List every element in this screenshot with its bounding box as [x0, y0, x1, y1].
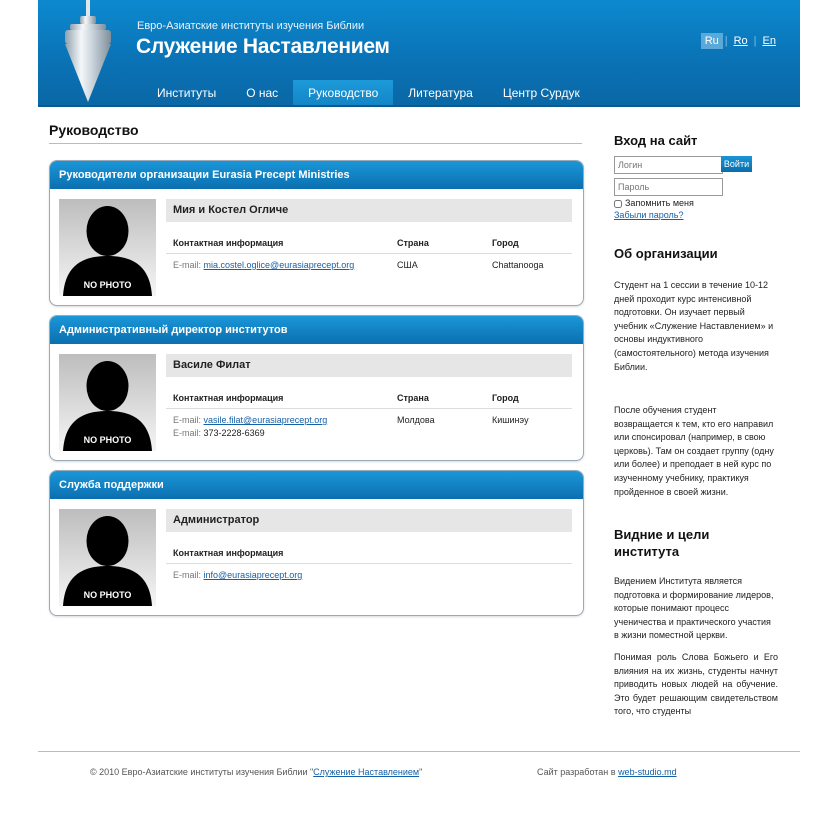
contact-table-header	[166, 233, 572, 254]
vision-title: Видние и цели института	[614, 527, 710, 559]
copyright-link[interactable]: Служение Наставлением	[313, 767, 420, 777]
remember-me[interactable]	[614, 198, 694, 208]
login-title: Вход на сайт	[614, 133, 698, 148]
email-label: E-mail:	[173, 260, 202, 270]
header-divider	[38, 105, 800, 107]
main-nav	[142, 80, 595, 107]
contact-table-header	[166, 543, 572, 564]
card-header: Административный директор институтов	[50, 316, 583, 344]
city-value: Кишинэу	[492, 415, 529, 425]
footer-copyright	[90, 767, 422, 777]
site-header	[38, 0, 800, 107]
person-block	[166, 509, 572, 583]
col-contact: Контактная информация	[173, 393, 284, 403]
email-link[interactable]: vasile.filat@eurasiaprecept.org	[203, 415, 328, 425]
login-input[interactable]	[614, 156, 723, 174]
nav-institutes[interactable]: Институты	[157, 86, 217, 100]
remember-checkbox[interactable]	[614, 200, 622, 208]
person-name: Администратор	[166, 509, 572, 532]
col-country: Страна	[397, 393, 429, 403]
country-value: США	[397, 260, 418, 270]
email-label: E-mail:	[173, 570, 202, 580]
remember-label: Запомнить меня	[625, 198, 694, 208]
no-photo-label: NO PHOTO	[83, 435, 132, 445]
page-title: Руководство	[49, 122, 139, 138]
nav-leadership[interactable]: Руководство	[293, 80, 393, 107]
lang-separator: |	[753, 35, 757, 47]
col-contact: Контактная информация	[173, 548, 284, 558]
footer-credits	[537, 767, 677, 777]
no-photo-avatar	[59, 509, 156, 606]
country-value: Молдова	[397, 415, 435, 425]
person-name: Василе Филат	[166, 354, 572, 377]
email-label: E-mail:	[173, 415, 202, 425]
col-city: Город	[492, 238, 519, 248]
col-contact: Контактная информация	[173, 238, 284, 248]
card-header: Служба поддержки	[50, 471, 583, 499]
email-label: E-mail:	[173, 428, 202, 438]
lang-ru[interactable]: Ru	[701, 33, 723, 49]
copyright-text: © 2010 Евро-Азиатские институты изучения Библии "	[90, 767, 314, 777]
no-photo-avatar	[59, 354, 156, 451]
no-photo-avatar	[59, 199, 156, 296]
made-by-text: Сайт разработан в	[537, 767, 616, 777]
about-paragraph-2: После обучения студент возвращается к тем, кто его направил или спонсировал (например, в свою церковь). Там он создает группу (одну или более) и преподает в ней курс по изученному учебнику, практикуя пройденное в своей жизни.	[614, 405, 774, 497]
card-header: Руководители организации Eurasia Precept Ministries	[50, 161, 583, 189]
city-value: Chattanooga	[492, 260, 544, 270]
support-card	[49, 470, 584, 616]
nav-literature[interactable]: Литература	[408, 86, 473, 100]
lang-separator: |	[724, 35, 728, 47]
person-block	[166, 354, 572, 441]
phone-value: 373-2228-6369	[203, 428, 265, 438]
language-switcher	[701, 33, 780, 49]
password-input[interactable]	[614, 178, 723, 196]
lang-en[interactable]: En	[762, 35, 776, 47]
nav-about[interactable]: О нас	[246, 86, 279, 100]
no-photo-label: NO PHOTO	[83, 280, 132, 290]
person-name: Мия и Костел Огличе	[166, 199, 572, 222]
contact-table-header	[166, 388, 572, 409]
about-title: Об организации	[614, 246, 718, 261]
vision-paragraph-1: Видением Института является подготовка и формирование лидеров, которые понимают процесс ученичества и практического участия в жизни поместной церкви.	[614, 576, 774, 641]
email-link[interactable]: mia.costel.oglice@eurasiaprecept.org	[203, 260, 355, 270]
admin-director-card	[49, 315, 584, 461]
no-photo-label: NO PHOTO	[83, 590, 132, 600]
forgot-password-link[interactable]: Забыли пароль?	[614, 210, 684, 220]
person-block	[166, 199, 572, 273]
footer-divider	[38, 751, 800, 752]
contact-row	[166, 415, 572, 441]
plumb-bob-logo-icon[interactable]	[60, 0, 116, 104]
leaders-card	[49, 160, 584, 306]
login-button[interactable]: Войти	[721, 156, 752, 172]
contact-row	[166, 260, 572, 273]
about-paragraph-1: Студент на 1 сессии в течение 10-12 дней проходит курс интенсивной подготовки. Он изучает первый учебник «Служение Наставлением» и основы индуктивного (самостоятельного) метода изучения Библии.	[614, 280, 774, 372]
contact-row	[166, 570, 572, 583]
title-divider	[49, 143, 582, 144]
studio-link[interactable]: web-studio.md	[618, 767, 677, 777]
lang-ro[interactable]: Ro	[733, 35, 748, 47]
email-link[interactable]: info@eurasiaprecept.org	[203, 570, 303, 580]
copyright-end: "	[419, 767, 423, 777]
col-country: Страна	[397, 238, 429, 248]
brand-subtitle: Евро-Азиатские институты изучения Библии	[137, 20, 365, 32]
brand-title[interactable]: Служение Наставлением	[136, 35, 390, 58]
nav-surduk-center[interactable]: Центр Сурдук	[502, 86, 580, 100]
col-city: Город	[492, 393, 519, 403]
vision-paragraph-2: Понимая роль Слова Божьего и Его влияния на их жизнь, студенты начнут приводить новых людей на обучение. Это будет решающим свидетельством того, что студенты	[614, 652, 778, 717]
